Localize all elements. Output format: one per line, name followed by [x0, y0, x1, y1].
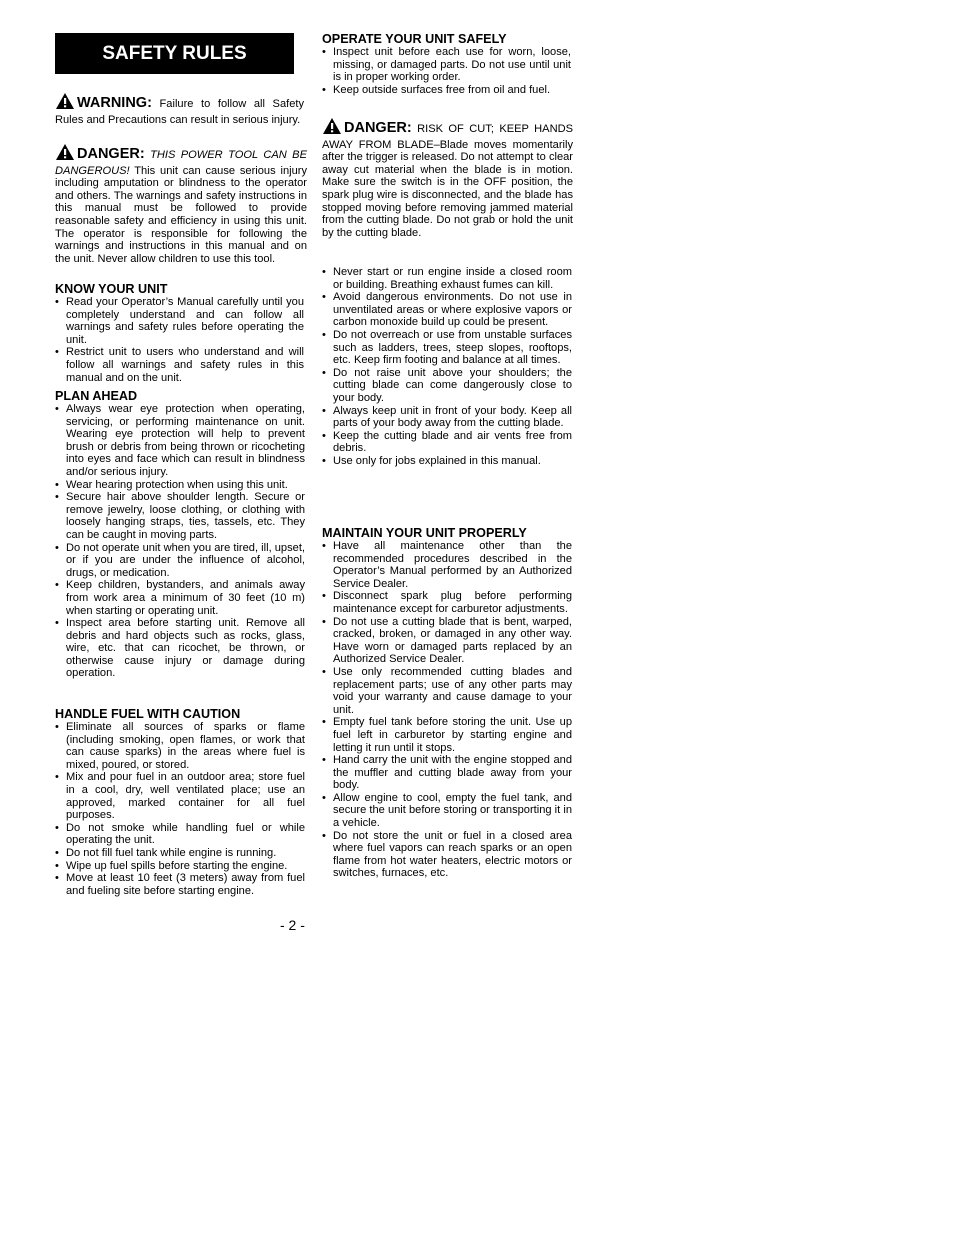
list-item: • Read your Operator’s Manual carefully until you completely understand and can follow all warnings and safety rules before operating the unit.: [55, 296, 304, 346]
list-item: • Never start or run engine inside a closed room or building. Breathing exhaust fumes can kill.: [322, 266, 572, 291]
list-item: • Inspect area before starting unit. Remove all debris and hard objects such as rocks, glass, wire, etc. that can ricochet, be thrown, or otherwise cause injury or damage during operation.: [55, 617, 305, 680]
list-item: • Use only for jobs explained in this manual.: [322, 455, 572, 468]
list-item: • Eliminate all sources of sparks or flame (including smoking, open flames, or work that can cause sparks) in the areas where fuel is mixed, poured, or stored.: [55, 721, 305, 771]
list-item: • Do not raise unit above your shoulders; the cutting blade can come dangerously close to your body.: [322, 367, 572, 405]
danger-triangle-icon: [55, 143, 75, 165]
list-item: • Keep children, bystanders, and animals away from work area a minimum of 30 feet (10 m) when starting or operating unit.: [55, 579, 305, 617]
danger-block: [55, 143, 307, 265]
danger2-text: RISK OF CUT; KEEP HANDS AWAY FROM BLADE–Blade moves momentarily after the trigger is released. Do not attempt to clear away cut material when the blade is in motion. Make sure the switch is in the OFF position, the spark plug wire is disconnected, and the blade has stopped moving before removing jammed material from the cutting blade. Do not grab or hold the unit by the cutting blade.: [322, 123, 573, 239]
list-item: • Keep the cutting blade and air vents free from debris.: [322, 430, 572, 455]
list-item: • Move at least 10 feet (3 meters) away from fuel and fueling site before starting engine.: [55, 872, 305, 897]
danger-italic: THIS POWER TOOL CAN BE DANGEROUS!: [55, 149, 307, 177]
list-item: • Always keep unit in front of your body. Keep all parts of your body away from the cutting blade.: [322, 405, 572, 430]
maintain-list: [322, 540, 572, 880]
list-item: • Do not use a cutting blade that is bent, warped, cracked, broken, or damaged in any other way. Have worn or damaged parts replaced by an Authorized Service Dealer.: [322, 616, 572, 666]
list-item: • Hand carry the unit with the engine stopped and the muffler and cutting blade away from your body.: [322, 754, 572, 792]
list-item: • Disconnect spark plug before performing maintenance except for carburetor adjustments.: [322, 590, 572, 615]
list-item: • Do not operate unit when you are tired, ill, upset, or if you are under the influence of alcohol, drugs, or medication.: [55, 542, 305, 580]
list-item: • Have all maintenance other than the recommended procedures described in the Operator’s Manual performed by an Authorized Service Dealer.: [322, 540, 572, 590]
list-item: • Inspect unit before each use for worn, loose, missing, or damaged parts. Do not use until unit is in proper working order.: [322, 46, 571, 84]
plan-list: [55, 403, 305, 680]
know-section: [55, 282, 304, 384]
danger2-block: [322, 117, 573, 239]
list-item: • Empty fuel tank before storing the unit. Use up fuel left in carburetor by starting engine and letting it run until it stops.: [322, 716, 572, 754]
warning-block: [55, 92, 304, 126]
operate-heading: OPERATE YOUR UNIT SAFELY: [322, 32, 507, 46]
list-item: • Wear hearing protection when using this unit.: [55, 479, 305, 492]
operate2-section: [322, 266, 572, 468]
know-list: [55, 296, 304, 384]
maintain-section: [322, 526, 572, 880]
page-title: SAFETY RULES: [55, 33, 294, 74]
list-item: • Do not store the unit or fuel in a closed area where fuel vapors can reach sparks or an open flame from hot water heaters, electric motors or switches, furnaces, etc.: [322, 830, 572, 880]
warning-label: WARNING:: [77, 95, 152, 111]
list-item: • Mix and pour fuel in an outdoor area; store fuel in a cool, dry, well ventilated place; use an approved, marked container for all fuel purposes.: [55, 771, 305, 821]
warning-text: Failure to follow all Safety Rules and Precautions can result in serious injury.: [55, 98, 304, 126]
fuel-heading: HANDLE FUEL WITH CAUTION: [55, 707, 241, 721]
list-item: • Do not fill fuel tank while engine is running.: [55, 847, 305, 860]
list-item: • Avoid dangerous environments. Do not use in unventilated areas or where explosive vapors or carbon monoxide build up could be present.: [322, 291, 572, 329]
fuel-list: [55, 721, 305, 897]
list-item: • Restrict unit to users who understand and will follow all warnings and safety rules in this manual and on the unit.: [55, 346, 304, 384]
list-item: • Use only recommended cutting blades and replacement parts; use of any other parts may void your warranty and cause damage to your unit.: [322, 666, 572, 716]
list-item: • Do not overreach or use from unstable surfaces such as ladders, trees, steep slopes, rooftops, etc. Keep firm footing and balance at all times.: [322, 329, 572, 367]
plan-section: [55, 389, 305, 680]
danger-text: This unit can cause serious injury including amputation or blindness to the operator and others. The warnings and safety instructions in this manual must be followed to provide reasonable safety and efficiency in using this unit. The operator is responsible for following the warnings and instructions in this manual and on the unit. Never allow children to use this tool.: [55, 164, 307, 265]
fuel-section: [55, 707, 305, 897]
page-number: - 2 -: [280, 917, 305, 933]
plan-heading: PLAN AHEAD: [55, 389, 138, 403]
list-item: • Do not smoke while handling fuel or while operating the unit.: [55, 822, 305, 847]
danger2-label: DANGER:: [344, 120, 412, 136]
operate2-list: [322, 266, 572, 468]
danger-label: DANGER:: [77, 146, 145, 162]
danger-triangle-icon: [322, 117, 342, 139]
list-item: • Always wear eye protection when operating, servicing, or performing maintenance on unit. Wearing eye protection will help to prevent brush or debris from being thrown or ricocheting into eyes and face which can result in blindness and/or serious injury.: [55, 403, 305, 479]
list-item: • Wipe up fuel spills before starting the engine.: [55, 860, 305, 873]
list-item: • Keep outside surfaces free from oil and fuel.: [322, 84, 571, 97]
list-item: • Secure hair above shoulder length. Secure or remove jewelry, loose clothing, or clothing with loosely hanging straps, ties, tassels, etc. They can be caught in moving parts.: [55, 491, 305, 541]
warning-triangle-icon: [55, 92, 75, 114]
maintain-heading: MAINTAIN YOUR UNIT PROPERLY: [322, 526, 527, 540]
list-item: • Allow engine to cool, empty the fuel tank, and secure the unit before storing or transporting it in a vehicle.: [322, 792, 572, 830]
operate-list: [322, 46, 571, 96]
know-heading: KNOW YOUR UNIT: [55, 282, 168, 296]
operate-section: [322, 32, 571, 96]
